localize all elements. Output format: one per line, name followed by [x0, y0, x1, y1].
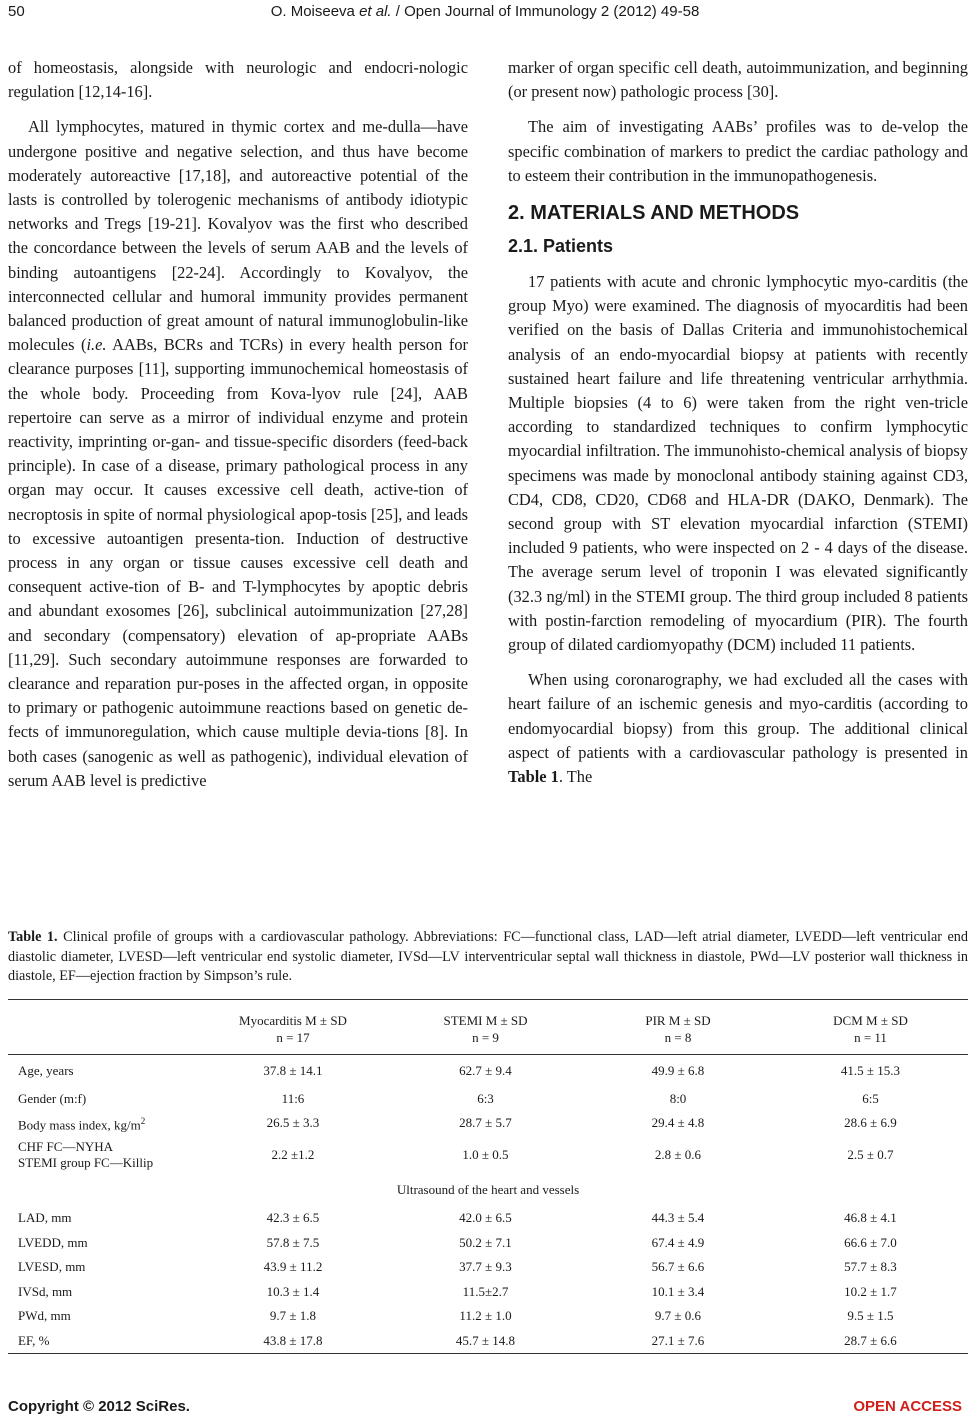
table-row	[8, 1304, 968, 1329]
row-label: LAD, mm	[18, 1209, 72, 1225]
table-row	[8, 1111, 968, 1136]
table-row	[8, 1230, 968, 1255]
table-cell: 2.2 ±1.2	[271, 1146, 315, 1162]
table-cell: 42.0 ± 6.5	[459, 1209, 512, 1225]
table-cell: 11.2 ± 1.0	[459, 1308, 512, 1324]
right-paragraph-4	[508, 668, 968, 789]
table-cell: 9.5 ± 1.5	[847, 1308, 894, 1324]
table-cell: 29.4 ± 4.8	[651, 1115, 705, 1131]
table-cell: 41.5 ± 15.3	[840, 1062, 901, 1078]
running-header: O. Moiseeva et al. / Open Journal of Immunology 2 (2012) 49-58	[270, 3, 700, 20]
table-caption	[8, 928, 968, 987]
row-label: Body mass index, $kg/m^2$	[18, 1116, 146, 1133]
left-column	[8, 56, 468, 793]
table-cell: 57.8 ± 7.5	[266, 1234, 320, 1250]
table-cell: 6:5	[862, 1090, 879, 1106]
table-row	[8, 1255, 968, 1280]
table-cell: 42.3 ± 6.5	[266, 1209, 320, 1225]
right-paragraph-3: 17 patients with acute and chronic lymphocytic myo-carditis (the group Myo) were examined. The diagnosis of myocarditis had been verified on the basis of Dallas Criteria and immunohistochemical analysis of an endo-myocardial biopsy at patients with recently sustained heart failure and life threatening ventricular arrhythmia. Multiple biopsies (4 to 6) were taken from the right ven-tricle according to standardized techniques to confirm lymphocytic myocardial infiltration. The immunohisto-chemical analysis of biopsy specimens was made by monoclonal antibody staining against CD3, CD4, CD8, CD20, CD68 and HLA-DR (DAKO, Denmark). The second group with ST elevation myocardial infarction (STEMI) included 9 patients, who were inspected on 2 - 4 days of the disease. The average serum level of troponin I was elevated significantly (32.3 ng/ml) in the STEMI group. The third group included 8 patients with postin-farction remodeling of myocardium (PIR). The fourth group of dilated cardiomyopathy (DCM) included 11 patients.	[508, 272, 968, 655]
table-cell: 10.2 ± 1.7	[844, 1283, 897, 1299]
table-caption-text: Clinical profile of groups with a cardiovascular pathology. Abbreviations: FC—functional class, LAD—left atrial diameter, LVEDD—left ventricular end diastolic diameter, LVESD—left ventricular end systolic diameter, IVSd—LV interventricular septal wall thickness in diastole, PWd—LV posterior wall thickness in diastole, EF—ejection fraction by Simpson’s rule.	[8, 929, 968, 984]
row-label: CHF FC—NYHA STEMI group FC—Killip	[18, 1138, 154, 1170]
table-cell: 26.5 ± 3.3	[266, 1115, 320, 1131]
table-cell: 67.4 ± 4.9	[651, 1234, 705, 1250]
paragraph-4-text: When using coronarography, we had excluded all the cases with heart failure of an ischemic genesis and myo-carditis (according to endomyocardial biopsy) from this group. The additional clinical aspect of patients with a cardiovascular pathology is presented in	[508, 670, 968, 762]
table-cell: 66.6 ± 7.0	[844, 1234, 897, 1250]
table-row	[8, 1329, 968, 1354]
table-cell: 28.7 ± 5.7	[459, 1115, 512, 1131]
table-subheader-row	[8, 1174, 968, 1206]
table-cell: 11:6	[281, 1090, 305, 1106]
table-header-empty	[8, 1000, 198, 1055]
table-cell: 37.7 ± 9.3	[459, 1259, 512, 1275]
row-label: LVESD, mm	[18, 1259, 86, 1275]
page-number: 50	[8, 3, 25, 20]
subsection-heading: 2.1. Patients	[508, 236, 614, 257]
right-paragraph-1: marker of organ specific cell death, autoimmunization, and beginning (or present now) pathologic process [30].	[508, 58, 968, 102]
left-paragraph-1: of homeostasis, alongside with neurologic and endocri-nologic regulation [12,14-16].	[8, 58, 468, 102]
right-column	[508, 56, 968, 789]
table-caption-label: Table 1.	[8, 929, 58, 945]
table-cell: 45.7 ± 14.8	[388, 1329, 583, 1354]
table-cell: 49.9 ± 6.8	[651, 1062, 705, 1078]
row-label: EF, %	[8, 1329, 198, 1354]
table-cell: 44.3 ± 5.4	[651, 1209, 705, 1225]
paragraph-4-tail: . The	[558, 767, 593, 787]
table-header-cell: DCM M ± SD n = 11	[773, 1000, 968, 1055]
table-cell: 10.3 ± 1.4	[266, 1283, 320, 1299]
table-row	[8, 1055, 968, 1087]
table-cell: 43.8 ± 17.8	[198, 1329, 388, 1354]
table-cell: 28.6 ± 6.9	[844, 1115, 897, 1131]
row-label: LVEDD, mm	[18, 1234, 88, 1250]
row-label: Age, years	[18, 1062, 74, 1078]
row-label: IVSd, mm	[18, 1283, 73, 1299]
footer-open-access: OPEN ACCESS	[853, 1398, 962, 1415]
table-cell: 57.7 ± 8.3	[844, 1259, 897, 1275]
table-reference-link[interactable]: Table 1	[508, 767, 559, 787]
footer-copyright: Copyright © 2012 SciRes.	[8, 1398, 190, 1415]
table-cell: 10.1 ± 3.4	[651, 1283, 705, 1299]
row-label: PWd, mm	[18, 1308, 71, 1324]
table-row	[8, 1087, 968, 1112]
table-cell: 50.2 ± 7.1	[459, 1234, 512, 1250]
table-row	[8, 1206, 968, 1231]
table-cell: 46.8 ± 4.1	[844, 1209, 897, 1225]
table-cell: 37.8 ± 14.1	[263, 1062, 323, 1078]
clinical-profile-table	[8, 999, 968, 1354]
table-subheader: Ultrasound of the heart and vessels	[396, 1181, 580, 1197]
table-cell: 1.0 ± 0.5	[462, 1146, 509, 1162]
table-cell: 2.5 ± 0.7	[847, 1146, 894, 1162]
table-cell: 6:3	[477, 1090, 494, 1106]
table-header-cell: STEMI M ± SD n = 9	[388, 1000, 583, 1055]
right-paragraph-2: The aim of investigating AABs’ profiles was to de-velop the specific combination of markers to predict the cardiac pathology and to esteem their contribution in the immunopathogenesis.	[508, 117, 968, 185]
table-cell: 56.7 ± 6.6	[651, 1259, 705, 1275]
table-cell: 8:0	[669, 1090, 687, 1106]
table-header-cell: Myocarditis M ± SD n = 17	[198, 1000, 388, 1055]
table-cell: 9.7 ± 0.6	[654, 1308, 702, 1324]
table-cell: 62.7 ± 9.4	[459, 1062, 512, 1078]
table-header-row	[8, 1000, 968, 1055]
table-cell: 27.1 ± 7.6	[583, 1329, 773, 1354]
table-cell: 11.5±2.7	[462, 1283, 509, 1299]
table-header-cell: PIR M ± SD n = 8	[583, 1000, 773, 1055]
table-row	[8, 1279, 968, 1304]
row-label: Gender (m:f)	[18, 1090, 87, 1106]
table-cell: 2.8 ± 0.6	[654, 1146, 702, 1162]
table-row	[8, 1136, 968, 1174]
section-heading: 2. MATERIALS AND METHODS	[508, 202, 800, 225]
left-paragraph-2: All lymphocytes, matured in thymic cortex and me-dulla—have undergone positive and negative selection, and thus have become moderately autoreactive [17,18], and autoreactive potential of the lasts is controlled by tolerogenic mechanisms of antibody idiotypic networks and Tregs [19-21]. Kovalyov was the first who described the concordance between the levels of serum AAB and the levels of binding autoantigens [22-24]. Accordingly to Kovalyov, the interconnected cellular and humoral immunity provides permanent balanced production of great amount of natural immunoglobulin-like molecules (i.e. AABs, BCRs and TCRs) in every health person for clearance purposes [11], supporting immunochemical homeostasis of the whole body. Proceeding from Kova-lyov rule [24], AAB repertoire can serve as a mirror of individual enzyme and protein reactivity, imprinting or-gan- and tissue-specific disorders (feed-back principle). In case of a disease, primary pathological process in any organ may occur. It causes excessive cell death, active-tion of necroptosis in spite of normal physiological apop-tosis [25], and leads to excessive autoantigen presenta-tion. Induction of destructive process in any organ or tissue causes excessive cell death and consequent active-tion of B- and T-lymphocytes by apoptic debris and abundant exosomes [26], subclinical autoimmunization [27,28] and secondary (compensatory) elevation of ap-propriate AABs [11,29]. Such secondary autoimmune responses are forwarded to clearance and reparation pur-poses in the affected organ, in opposite to primary or pathogenic autoimmune reactions based on genetic de-fects of immunoregulation, which cause multiple devia-tions [8]. In both cases (sanogenic as well as pathogenic), individual elevation of serum AAB level is predictive	[8, 117, 468, 790]
table-cell: 9.7 ± 1.8	[269, 1308, 317, 1324]
table-cell: 43.9 ± 11.2	[263, 1259, 323, 1275]
table-cell: 28.7 ± 6.6	[773, 1329, 968, 1354]
